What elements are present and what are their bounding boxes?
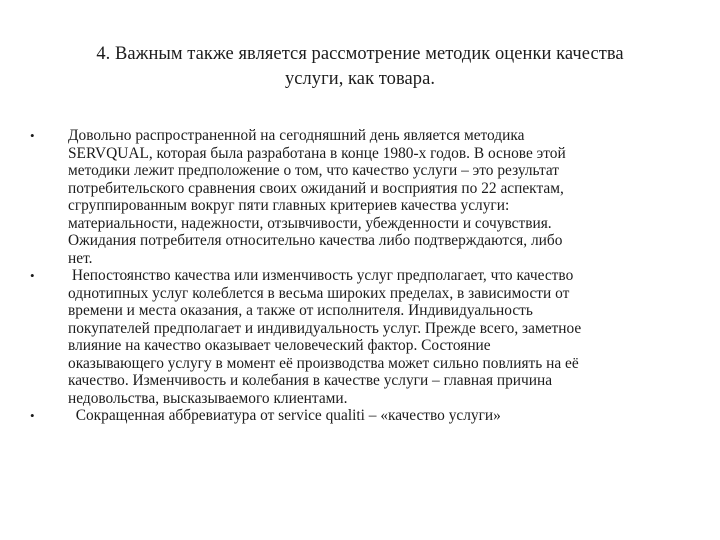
title-line-1: 4. Важным также является рассмотрение методик оценки качества <box>96 44 624 64</box>
bullet-item-servqual <box>30 127 690 267</box>
text-line: качество. Изменчивость и колебания в качестве услуги – главная причина <box>68 372 553 389</box>
title-line-2: услуги, как товара. <box>284 69 436 89</box>
text-line: однотипных услуг колеблется в весьма широких пределах, в зависимости от <box>68 284 570 302</box>
bullet-item-variability <box>30 267 690 407</box>
text-line: Ожидания потребителя относительно качества либо подтверждаются, либо <box>68 232 563 249</box>
bullet-list <box>30 127 690 425</box>
text-line: потребительского сравнения своих ожиданий и восприятия по 22 аспектам, <box>68 179 564 197</box>
text-line: Непостоянство качества или изменчивость услуг предполагает, что качество <box>68 267 574 284</box>
bullet-dot: • <box>30 128 35 143</box>
slide-title <box>60 42 660 92</box>
text-line: нет. <box>68 249 93 267</box>
text-line: покупателей предполагает и индивидуальность услуг. Прежде всего, заметное <box>68 319 582 337</box>
text-line: недовольства, высказываемого клиентами. <box>68 389 348 407</box>
text-line: Сокращенная аббревиатура от service qualiti – «качество услуги» <box>68 407 501 424</box>
text-line: времени и места оказания, а также от исполнителя. Индивидуальность <box>68 302 533 319</box>
text-line: SERVQUAL, которая была разработана в конце 1980-х годов. В основе этой <box>68 144 566 162</box>
text-line: Довольно распространенной на сегодняшний день является методика <box>68 127 525 144</box>
text-line: оказывающего услугу в момент её производства может сильно повлиять на её <box>68 354 579 372</box>
text-line: влияние на качество оказывает человеческий фактор. Состояние <box>68 337 491 354</box>
bullet-dot: • <box>30 408 35 423</box>
bullet-item-abbreviation <box>30 407 690 425</box>
text-line: методики лежит предположение о том, что качество услуги – это результат <box>68 162 560 179</box>
text-line: сгруппированным вокруг пяти главных критериев качества услуги: <box>68 197 510 214</box>
text-line: материальности, надежности, отзывчивости, убежденности и сочувствия. <box>68 214 552 232</box>
bullet-dot: • <box>30 268 35 283</box>
